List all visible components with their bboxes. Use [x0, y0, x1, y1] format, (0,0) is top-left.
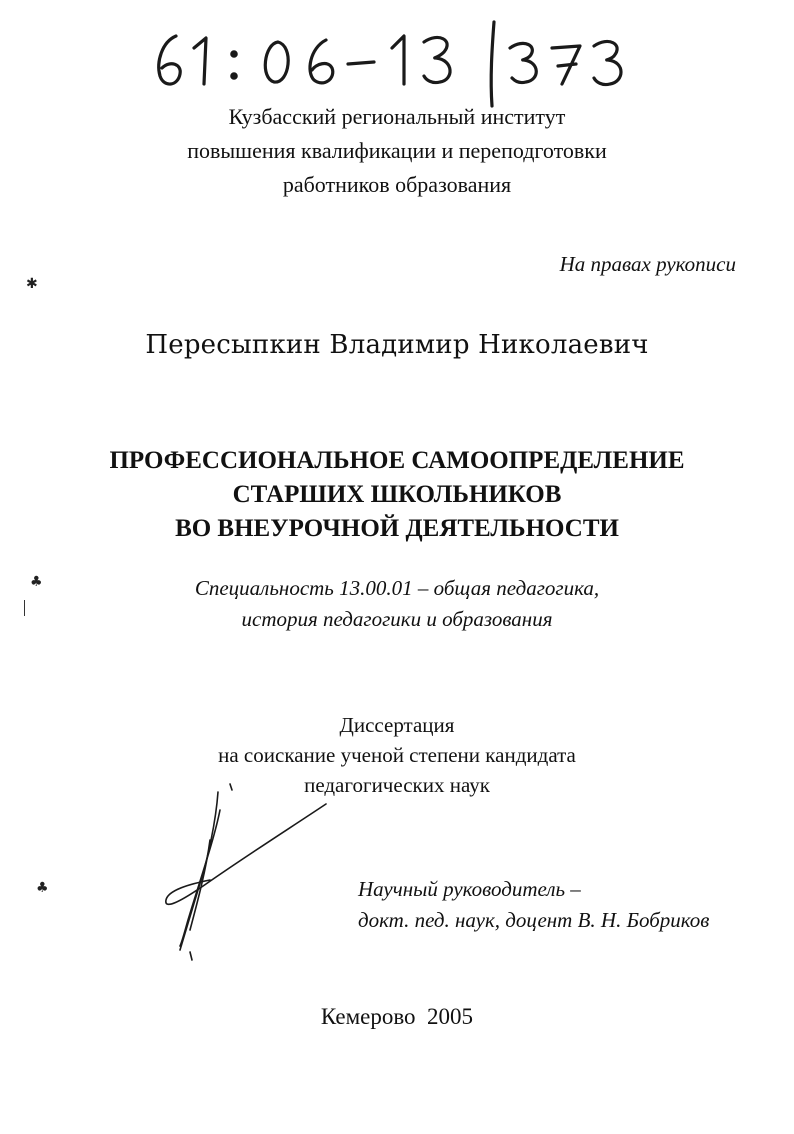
handwritten-archive-code — [148, 18, 648, 108]
institution-line: работников образования — [282, 172, 512, 197]
author-name: Пересыпкин Владимир Николаевич — [145, 330, 649, 360]
degree-statement — [0, 710, 794, 800]
supervisor-line: докт. пед. наук, доцент В. Н. Бобриков — [358, 908, 710, 932]
margin-mark: ♣ — [36, 880, 49, 896]
specialty — [0, 573, 794, 635]
degree-line: педагогических наук — [304, 773, 490, 797]
degree-line: Диссертация — [339, 713, 455, 737]
institution-line: повышения квалификации и переподготовки — [187, 138, 607, 163]
institution-line: Кузбасский региональный институт — [228, 104, 566, 129]
handwritten-signature — [150, 780, 350, 980]
supervisor-line: Научный руководитель – — [358, 877, 581, 901]
degree-line: на соискание ученой степени кандидата — [218, 743, 576, 767]
margin-mark: ♣ — [30, 574, 43, 590]
margin-mark: ✱ — [26, 276, 38, 292]
specialty-line: история педагогики и образования — [241, 607, 553, 631]
specialty-line: Специальность 13.00.01 – общая педагогика, — [194, 576, 600, 600]
title-line: ВО ВНЕУРОЧНОЙ ДЕЯТЕЛЬНОСТИ — [175, 515, 619, 542]
institution-name — [0, 100, 794, 202]
manuscript-note: На правах рукописи — [559, 252, 736, 276]
city-and-year: Кемерово 2005 — [320, 1004, 474, 1029]
dissertation-title — [0, 444, 794, 546]
scientific-supervisor — [358, 874, 709, 936]
title-line: СТАРШИХ ШКОЛЬНИКОВ — [232, 481, 562, 508]
title-line: ПРОФЕССИОНАЛЬНОЕ САМООПРЕДЕЛЕНИЕ — [109, 447, 685, 474]
